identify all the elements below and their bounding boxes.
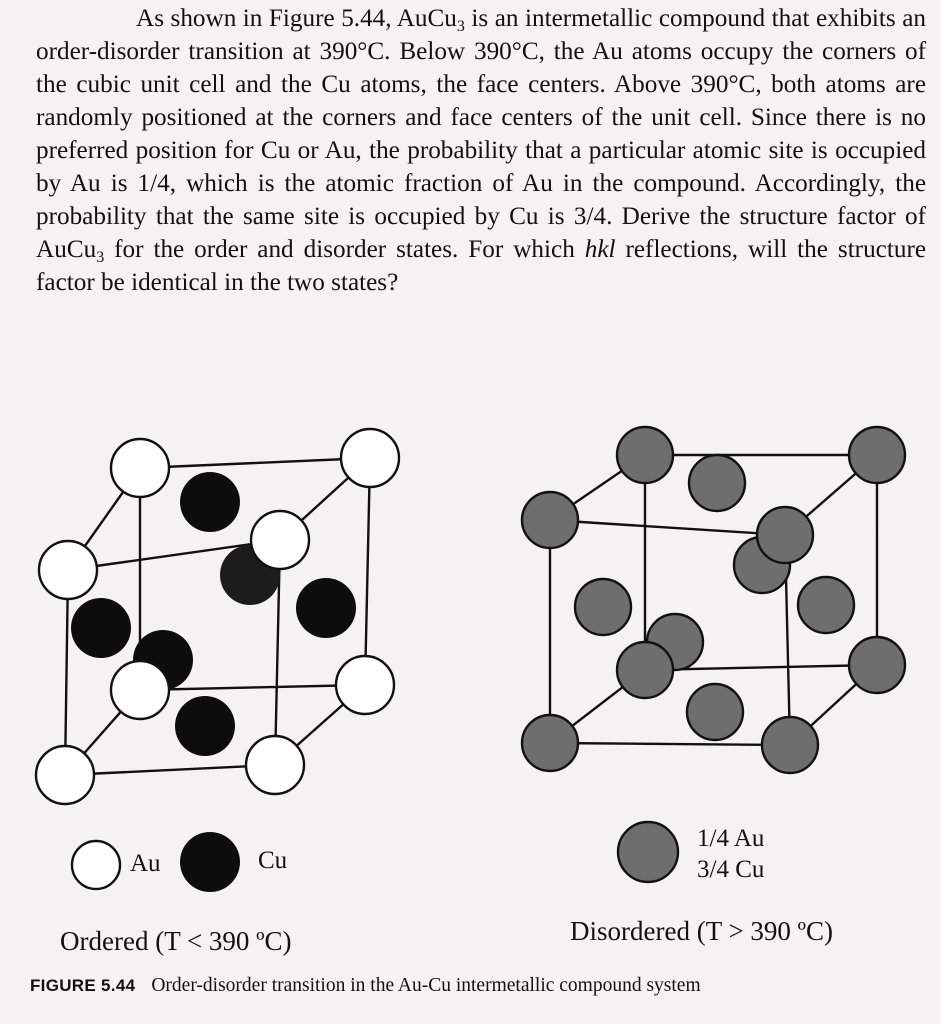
mixed-atom-corner [522, 715, 578, 771]
cu-atom-back-face [180, 472, 240, 532]
cu-atom-bottom-face [175, 696, 235, 756]
legend-cu-label: Cu [258, 847, 288, 874]
au-atom-corner [111, 439, 169, 497]
au-atom-corner [246, 736, 304, 794]
mixed-atom-corner [757, 507, 813, 563]
legend-mixed-line2: 3/4 Cu [697, 856, 765, 883]
figure-caption [30, 975, 701, 997]
au-atom-corner [336, 656, 394, 714]
au-atom-corner [39, 541, 97, 599]
mixed-atom-corner [617, 427, 673, 483]
mixed-atom-corner [849, 637, 905, 693]
au-atom-corner [111, 661, 169, 719]
legend-mixed-line1: 1/4 Au [697, 825, 765, 852]
problem-text-mid: is an intermetallic compound that exhibits an order-disorder transition at 390°C. Below 390°C, the Au atoms occupy the corners of the cubic unit cell and the Cu atoms, the face centers. Above 390°C, both atoms are randomly positioned at the corners and face centers of the unit cell. Since there is no preferred position for Cu or Au, the probability that a particular atomic site is occupied by Au is 1/4, which is the atomic fraction of Au in the compound. Accordingly, the probability that the same site is occupied by Cu is 3/4. Derive the structure factor of AuCu [36, 5, 927, 263]
legend-mixed-symbol [618, 822, 678, 882]
problem-text-start: As shown in Figure 5.44, AuCu [136, 5, 457, 32]
problem-text-end-pre: for the order and disorder states. For which [104, 236, 585, 263]
mixed-atom-corner [762, 717, 818, 773]
legend-cu-symbol [180, 832, 240, 892]
mixed-atom-corner [617, 642, 673, 698]
caption-text: Order-disorder transition in the Au-Cu intermetallic compound system [151, 975, 701, 996]
legend-au-label: Au [130, 850, 161, 877]
au-atom-corner [341, 429, 399, 487]
ordered-title: Ordered (T < 390 ºC) [60, 926, 292, 956]
formula-subscript: 3 [456, 18, 465, 35]
figure-number: FIGURE 5.44 [30, 976, 136, 995]
formula-subscript-2: 3 [96, 249, 105, 266]
mixed-atom-face [687, 684, 743, 740]
cu-atom-left-face [71, 598, 131, 658]
mixed-atom-face [798, 577, 854, 633]
hkl-italic: hkl [584, 236, 616, 263]
legend-au-symbol [72, 841, 120, 889]
mixed-atom-face [575, 579, 631, 635]
au-atom-corner [36, 746, 94, 804]
ordered-cu-atoms [71, 472, 356, 756]
mixed-atom-face [689, 455, 745, 511]
disordered-legend-symbol [618, 822, 678, 882]
figure-5-44 [0, 400, 941, 960]
mixed-atom-corner [522, 492, 578, 548]
au-atom-corner [251, 511, 309, 569]
problem-statement [36, 2, 926, 299]
disordered-title: Disordered (T > 390 ºC) [570, 916, 834, 946]
cu-atom-right-face [296, 578, 356, 638]
problem-text-end-post: reflections, will the structure factor be identical in the two states? [36, 236, 927, 296]
mixed-atom-corner [849, 427, 905, 483]
